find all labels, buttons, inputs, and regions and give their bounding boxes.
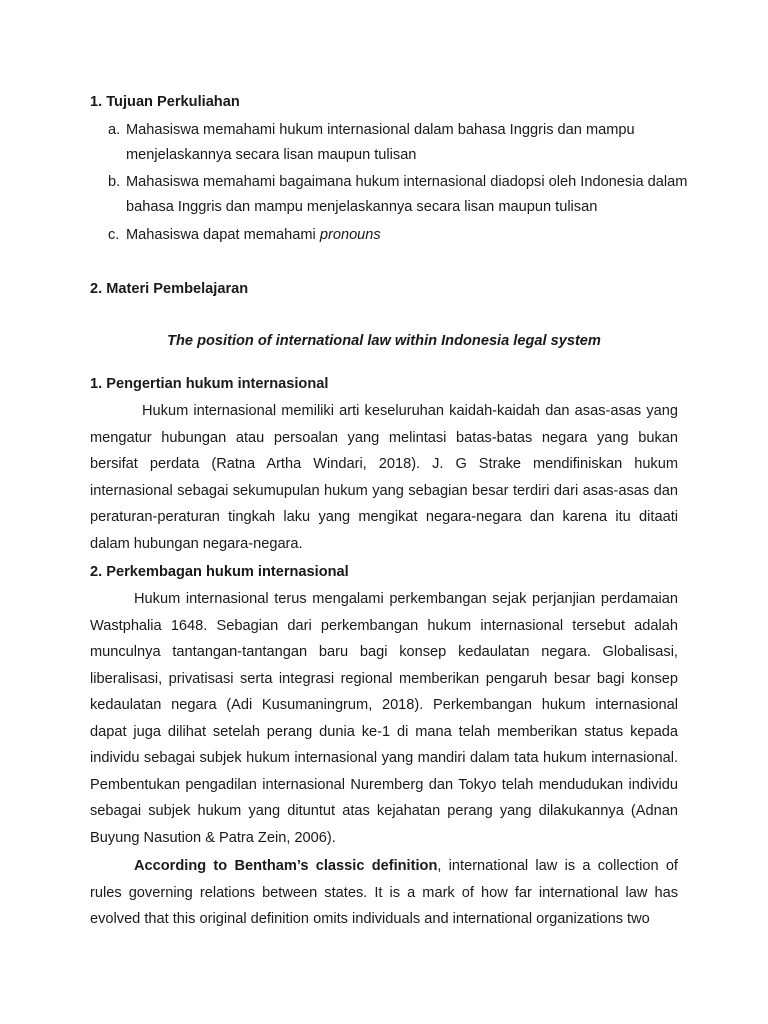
- paragraph-text: Hukum internasional memiliki arti keseluruhan kaidah-kaidah dan asas-asas yang mengatur hubungan atau persoalan yang melintasi batas-batas negara yang bukan bersifat perdata (Ratna Artha Windari, 2018). J. G Strake mendifiniskan hukum internasional sebagai sekumupulan hukum yang sebagian besar terdiri dari asas-asas dan peraturan-peraturan tingkah laku yang mengikat negara-negara dan karena itu ditaati dalam hubungan negara-negara.: [90, 403, 678, 552]
- objective-text: Mahasiswa dapat memahami: [126, 227, 320, 243]
- document-title: The position of international law within Indonesia legal system: [167, 333, 601, 349]
- objective-marker: b.: [108, 174, 121, 190]
- paragraph-text: Hukum internasional terus mengalami perkembangan sejak perjanjian perdamaian Wastphalia 1648. Sebagian dari perkembangan hukum internasional tersebut adalah munculnya tantangan-tantangan baru bagi konsep kedaulatan negara. Globalisasi, liberalisasi, privatisasi serta integrasi regional memberikan pengaruh besar bagi konsep kedaulatan negara (Adi Kusumaningrum, 2018). Perkembangan hukum internasional dapat juga dilihat setelah perang dunia ke-1 di mana telah memberikan status kepada individu sebagai subjek hukum internasional yang mandiri dalam tata hukum internasional. Pembentukan pengadilan internasional Nuremberg dan Tokyo telah mendudukan individu sebagai subjek hukum yang dituntut atas kejahatan perang yang dilakukannya (Adnan Buyung Nasution & Patra Zein, 2006).: [90, 591, 678, 846]
- paragraph-text: , international law is a collection of rules governing relations between states. It is a mark of how far international law has evolved that this original definition omits individuals and international organizations two: [90, 858, 678, 927]
- section-heading-tujuan: 1. Tujuan Perkuliahan: [90, 94, 240, 110]
- paragraph: [90, 398, 678, 557]
- objective-item: [108, 118, 688, 168]
- objective-text: Mahasiswa memahami bagaimana hukum internasional diadopsi oleh Indonesia dalam bahasa Inggris dan mampu menjelaskannya secara lisan maupun tulisan: [126, 174, 688, 215]
- objective-marker: a.: [108, 122, 121, 138]
- subsection-heading: 1. Pengertian hukum internasional: [90, 376, 329, 392]
- subsection-heading: 2. Perkembagan hukum internasional: [90, 564, 349, 580]
- objective-text: Mahasiswa memahami hukum internasional dalam bahasa Inggris dan mampu menjelaskannya secara lisan maupun tulisan: [126, 122, 635, 163]
- objective-text-wrapper: [126, 223, 688, 248]
- objective-marker: c.: [108, 227, 120, 243]
- paragraph-lead-bold: According to Bentham’s classic definition: [134, 858, 438, 874]
- objective-emphasis: pronouns: [319, 227, 381, 243]
- paragraph: [90, 586, 678, 851]
- objective-item: [108, 170, 688, 220]
- objective-item: [108, 223, 688, 248]
- paragraph: [90, 853, 678, 933]
- section-heading-materi: 2. Materi Pembelajaran: [90, 281, 249, 297]
